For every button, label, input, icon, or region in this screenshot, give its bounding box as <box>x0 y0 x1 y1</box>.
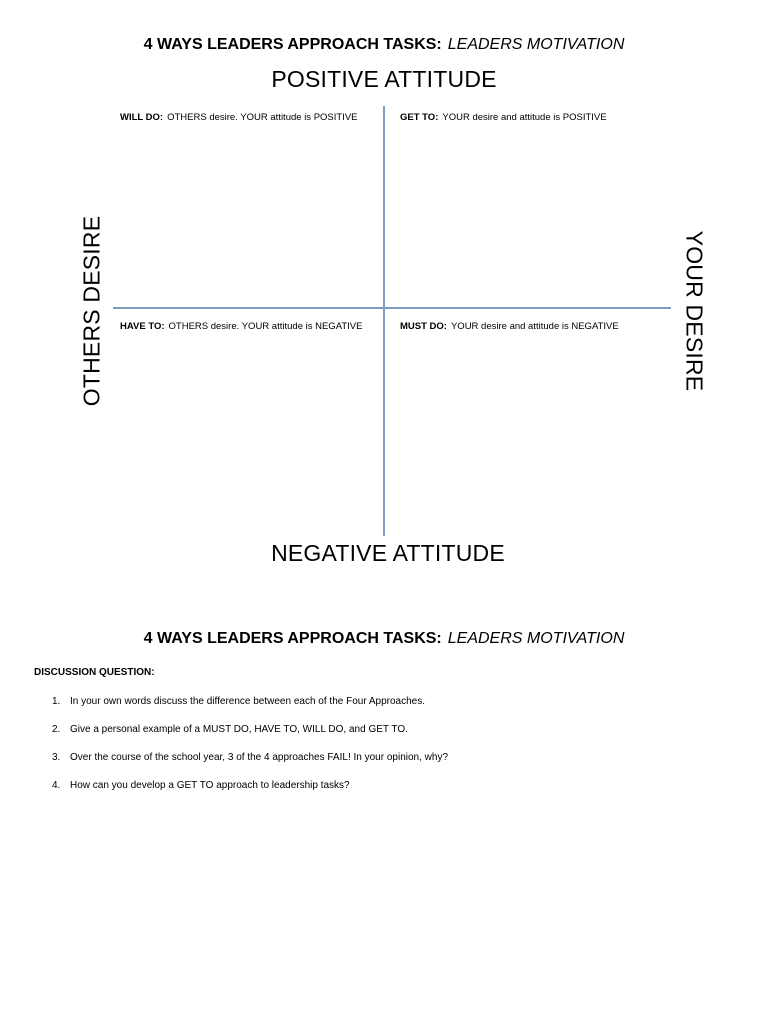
section-title <box>0 630 768 648</box>
quadrant-have-to <box>120 321 362 332</box>
list-item-text: Over the course of the school year, 3 of the 4 approaches FAIL! In your opinion, why? <box>70 752 449 763</box>
axis-label-others-desire: OTHERS DESIRE <box>78 215 105 407</box>
list-item-number: 4. <box>52 780 61 791</box>
page-title-subtitle: LEADERS MOTIVATION <box>447 36 625 53</box>
section-title-subtitle: LEADERS MOTIVATION <box>447 630 625 647</box>
axis-label-your-desire: YOUR DESIRE <box>681 230 708 392</box>
list-item-number: 1. <box>52 696 61 707</box>
quadrant-must-do <box>400 321 619 332</box>
list-item-text: How can you develop a GET TO approach to leadership tasks? <box>70 780 350 791</box>
quadrant-description: OTHERS desire. YOUR attitude is POSITIVE <box>167 112 358 123</box>
axis-label-positive-attitude: POSITIVE ATTITUDE <box>271 66 497 92</box>
list-item-number: 2. <box>52 724 61 735</box>
quadrant-name: MUST DO: <box>400 321 447 332</box>
quadrant-description: YOUR desire and attitude is POSITIVE <box>442 112 607 123</box>
axis-label-negative-attitude: NEGATIVE ATTITUDE <box>271 540 505 566</box>
quadrant-get-to <box>400 112 607 123</box>
quadrant-description: YOUR desire and attitude is NEGATIVE <box>450 321 619 332</box>
discussion-heading: DISCUSSION QUESTION: <box>34 667 155 678</box>
page-title <box>0 36 768 54</box>
quadrant-name: GET TO: <box>400 112 439 123</box>
quadrant-name: WILL DO: <box>120 112 164 123</box>
section-title-main: 4 WAYS LEADERS APPROACH TASKS: <box>143 630 442 647</box>
quadrant-description: OTHERS desire. YOUR attitude is NEGATIVE <box>168 321 363 332</box>
quadrant-will-do <box>120 112 358 123</box>
list-item-number: 3. <box>52 752 61 763</box>
page-title-main: 4 WAYS LEADERS APPROACH TASKS: <box>143 36 442 53</box>
quadrant-name: HAVE TO: <box>120 321 165 332</box>
list-item-text: Give a personal example of a MUST DO, HAVE TO, WILL DO, and GET TO. <box>70 724 408 735</box>
horizontal-axis-line <box>113 307 671 309</box>
list-item-text: In your own words discuss the difference between each of the Four Approaches. <box>70 696 426 707</box>
vertical-axis-line <box>383 106 385 536</box>
